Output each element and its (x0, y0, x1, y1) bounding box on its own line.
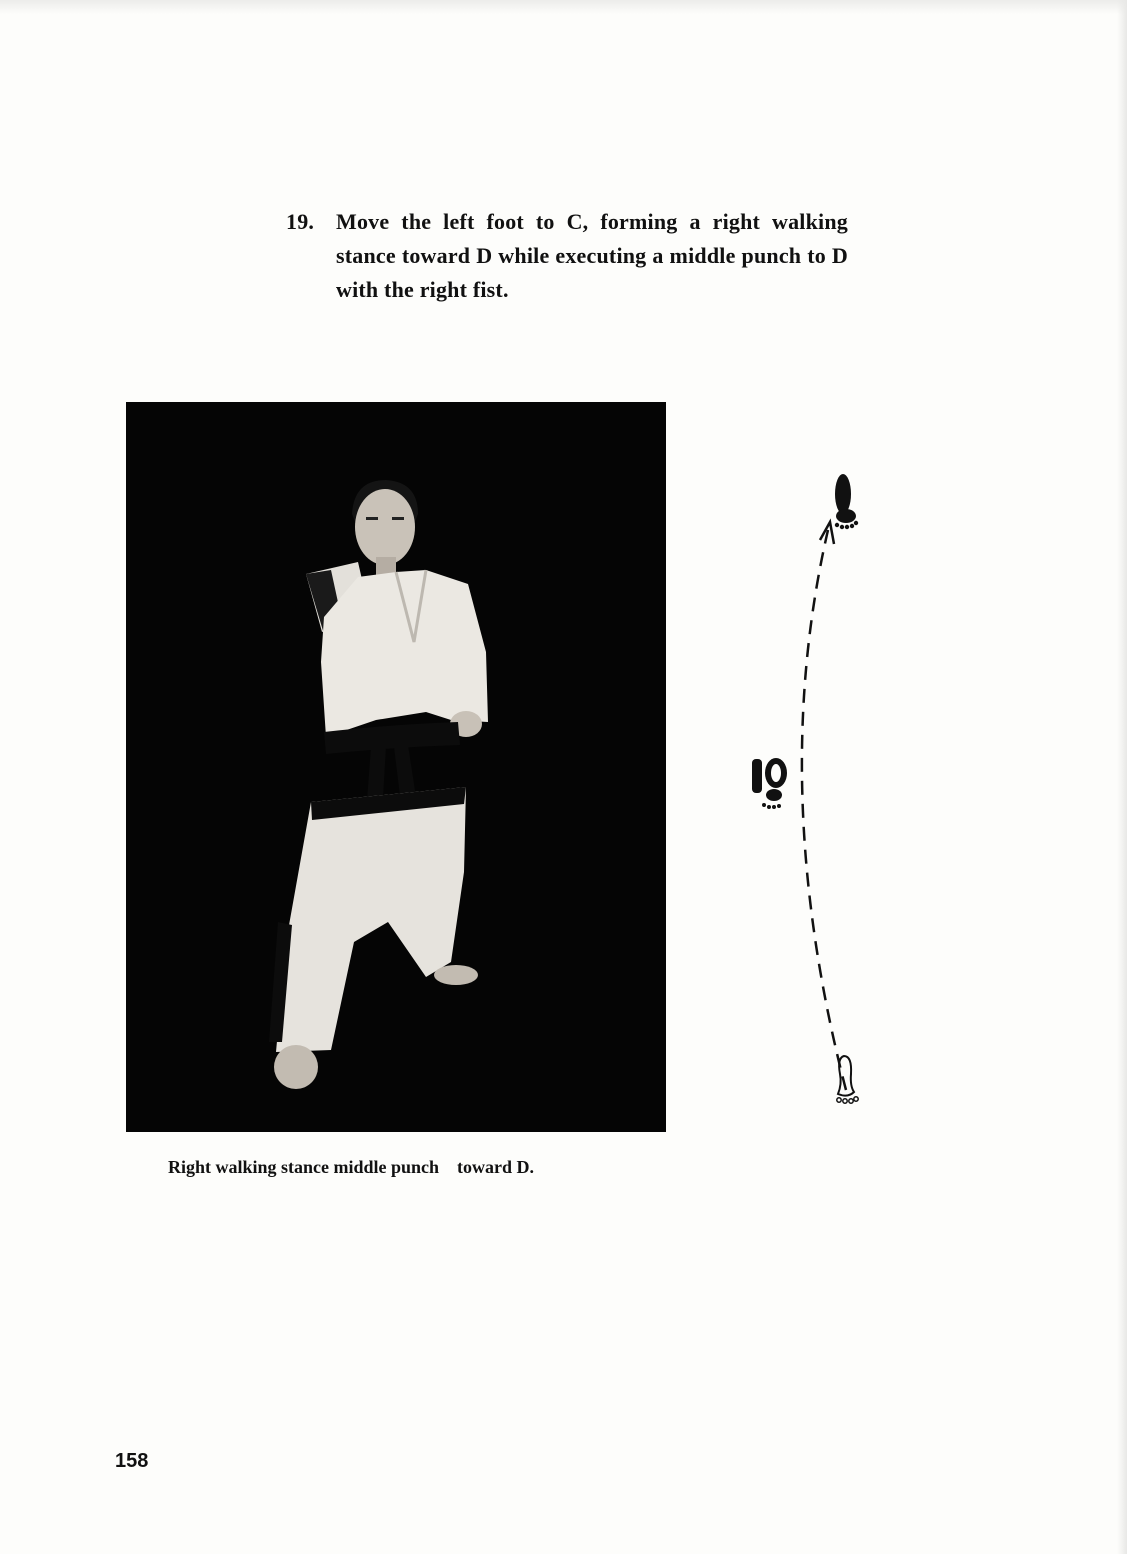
footprint-icon (835, 474, 858, 529)
step-text: Move the left foot to C, forming a right walking stance toward D while executing a middle punch to D with the right fist. (336, 209, 848, 302)
page-top-shadow (0, 0, 1127, 14)
step-number: 19. (286, 209, 315, 234)
demonstration-photo (126, 402, 666, 1132)
movement-path-icon (720, 450, 900, 1130)
instruction-block (286, 205, 848, 307)
photo-caption: Right walking stance middle punch toward D. (168, 1157, 535, 1177)
page-number: 158 (115, 1450, 149, 1472)
footprint-icon (752, 758, 787, 809)
practitioner-figure (126, 402, 666, 1132)
footprint-icon (837, 1056, 858, 1103)
page-right-shadow (1117, 0, 1127, 1554)
stance-diagram (720, 450, 900, 1130)
